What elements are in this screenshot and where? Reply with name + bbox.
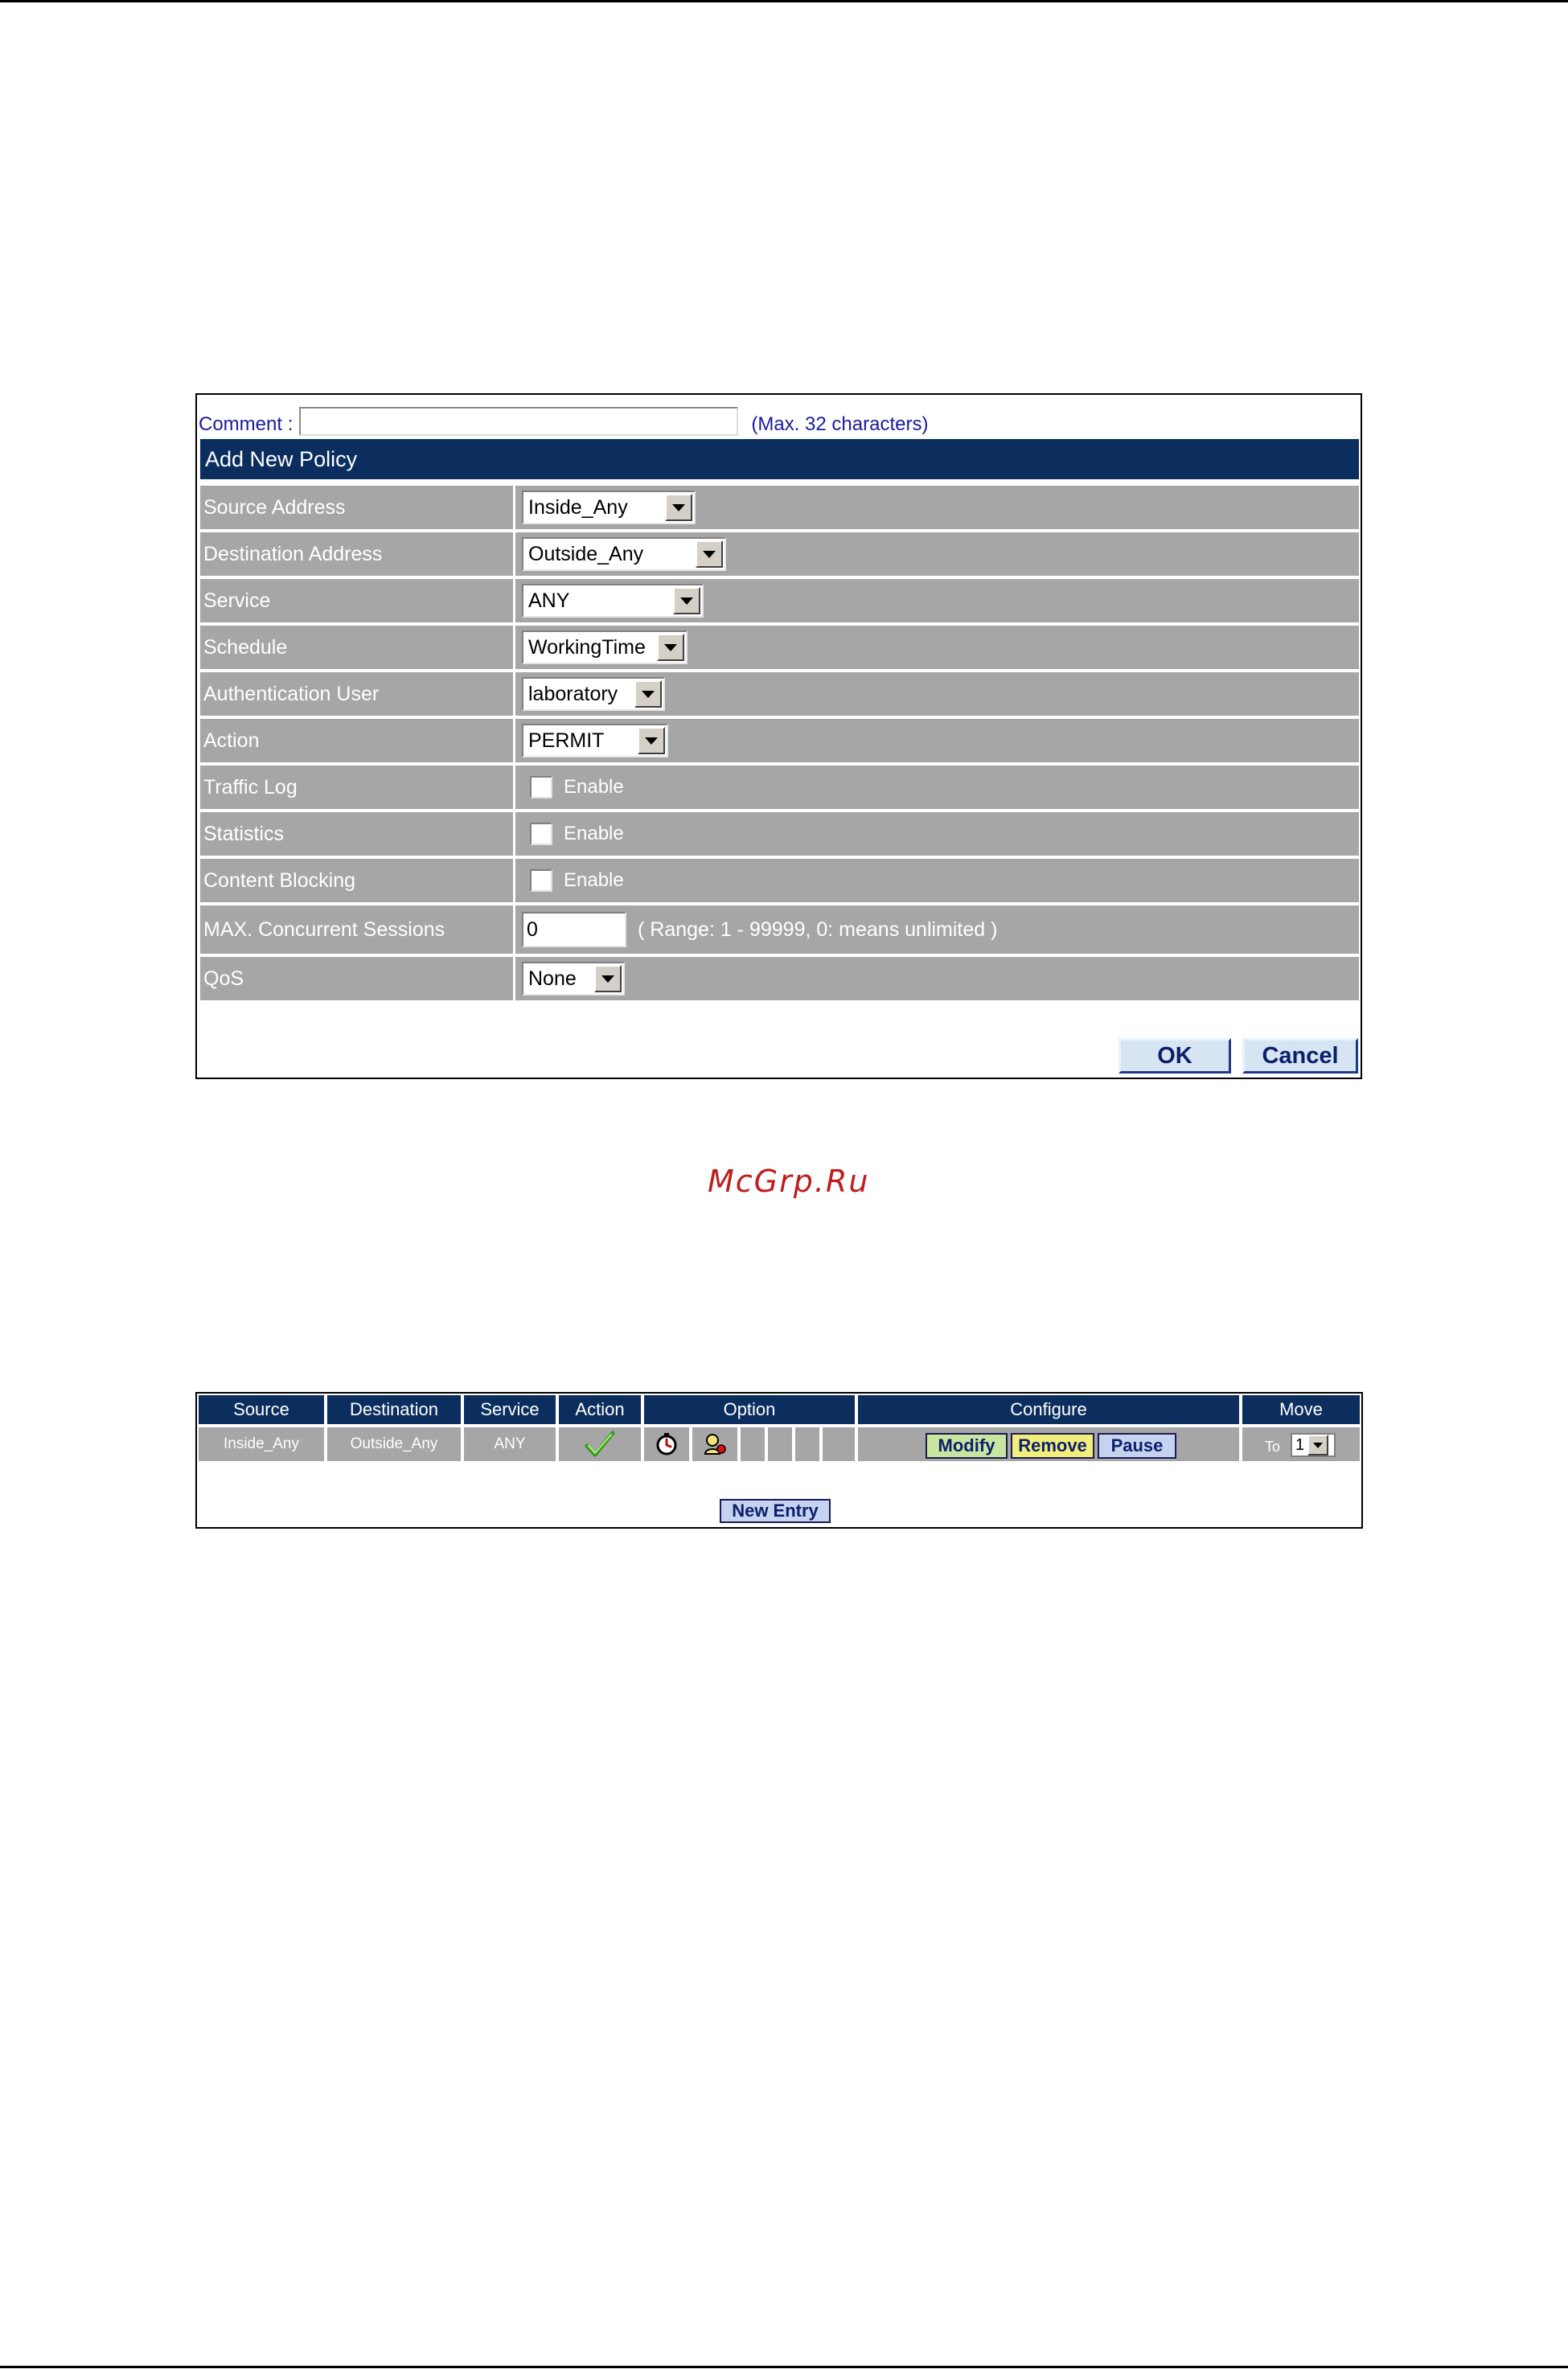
authentication-user-select[interactable] <box>522 677 665 711</box>
authentication-icon[interactable] <box>702 1431 728 1457</box>
row-destination-address <box>200 532 1359 576</box>
option-cell-schedule <box>644 1427 689 1461</box>
qos-label: QoS <box>200 957 515 1000</box>
statistics-label: Statistics <box>200 812 515 856</box>
move-value: 1 <box>1295 1435 1305 1454</box>
authentication-user-value: laboratory <box>528 682 618 705</box>
comment-input[interactable] <box>299 407 738 436</box>
cell-action <box>559 1427 641 1461</box>
statistics-enable-label: Enable <box>564 823 624 844</box>
source-address-value: Inside_Any <box>528 495 628 519</box>
option-cell-empty <box>768 1427 792 1461</box>
service-value: ANY <box>528 589 570 612</box>
policy-table <box>195 1392 1363 1529</box>
action-value: PERMIT <box>528 729 605 752</box>
row-schedule <box>200 626 1359 669</box>
max-sessions-input[interactable]: 0 <box>522 912 626 947</box>
schedule-label: Schedule <box>200 626 515 669</box>
service-label: Service <box>200 579 515 622</box>
destination-address-select[interactable] <box>522 537 726 571</box>
chevron-down-icon[interactable] <box>665 494 692 521</box>
chevron-down-icon[interactable] <box>1307 1435 1328 1455</box>
page-top-rule <box>0 0 1568 2</box>
header-move: Move <box>1242 1395 1360 1424</box>
header-option: Option <box>644 1395 855 1424</box>
content-blocking-checkbox[interactable] <box>530 869 552 892</box>
comment-hint: (Max. 32 characters) <box>751 413 929 435</box>
form-title: Add New Policy <box>200 439 1359 479</box>
row-qos <box>200 957 1359 1000</box>
header-action: Action <box>559 1395 641 1424</box>
cell-service: ANY <box>464 1427 556 1461</box>
ok-button[interactable]: OK <box>1119 1038 1231 1074</box>
chevron-down-icon[interactable] <box>696 540 723 568</box>
move-select[interactable] <box>1291 1433 1336 1457</box>
option-cell-authentication <box>692 1427 737 1461</box>
traffic-log-label: Traffic Log <box>200 766 515 809</box>
header-service: Service <box>464 1395 556 1424</box>
qos-value: None <box>528 967 577 990</box>
row-service <box>200 579 1359 622</box>
row-source-address <box>200 486 1359 529</box>
max-sessions-label: MAX. Concurrent Sessions <box>200 905 515 954</box>
statistics-checkbox[interactable] <box>530 823 552 845</box>
schedule-icon[interactable] <box>655 1432 679 1456</box>
row-authentication-user <box>200 672 1359 716</box>
schedule-select[interactable] <box>522 630 688 664</box>
row-action <box>200 719 1359 762</box>
header-destination: Destination <box>327 1395 461 1424</box>
content-blocking-label: Content Blocking <box>200 859 515 902</box>
action-select[interactable] <box>522 724 668 758</box>
check-icon <box>584 1430 616 1459</box>
chevron-down-icon[interactable] <box>673 587 700 614</box>
option-cell-empty <box>795 1427 819 1461</box>
service-select[interactable] <box>522 584 704 618</box>
destination-address-value: Outside_Any <box>528 542 644 565</box>
comment-row <box>197 395 1361 439</box>
option-cell-empty <box>741 1427 765 1461</box>
row-traffic-log <box>200 766 1359 809</box>
row-content-blocking <box>200 859 1359 902</box>
schedule-value: WorkingTime <box>528 635 646 659</box>
chevron-down-icon[interactable] <box>634 680 662 708</box>
row-statistics <box>200 812 1359 856</box>
traffic-log-checkbox[interactable] <box>530 776 552 799</box>
authentication-user-label: Authentication User <box>200 672 515 716</box>
add-policy-form <box>195 393 1362 1079</box>
header-source: Source <box>199 1395 324 1424</box>
destination-address-label: Destination Address <box>200 532 515 576</box>
remove-button[interactable]: Remove <box>1011 1433 1094 1459</box>
max-sessions-hint: ( Range: 1 - 99999, 0: means unlimited ) <box>638 918 998 941</box>
chevron-down-icon[interactable] <box>638 727 665 754</box>
header-configure: Configure <box>858 1395 1239 1424</box>
row-max-sessions <box>200 905 1359 954</box>
chevron-down-icon[interactable] <box>594 965 622 992</box>
traffic-log-enable-label: Enable <box>564 776 624 798</box>
cell-destination: Outside_Any <box>327 1427 461 1461</box>
qos-select[interactable] <box>522 962 625 996</box>
page-bottom-rule <box>0 2366 1568 2368</box>
modify-button[interactable]: Modify <box>926 1433 1008 1459</box>
content-blocking-enable-label: Enable <box>564 869 624 891</box>
source-address-select[interactable] <box>522 491 696 524</box>
move-to-label: To <box>1265 1439 1281 1455</box>
action-label: Action <box>200 719 515 762</box>
watermark: McGrp.Ru <box>708 1164 870 1199</box>
option-cell-empty <box>823 1427 855 1461</box>
comment-label: Comment : <box>199 413 293 435</box>
new-entry-button[interactable]: New Entry <box>720 1499 831 1523</box>
cell-source: Inside_Any <box>199 1427 324 1461</box>
source-address-label: Source Address <box>200 486 515 529</box>
pause-button[interactable]: Pause <box>1098 1433 1176 1459</box>
cancel-button[interactable]: Cancel <box>1242 1038 1358 1074</box>
chevron-down-icon[interactable] <box>657 634 684 661</box>
